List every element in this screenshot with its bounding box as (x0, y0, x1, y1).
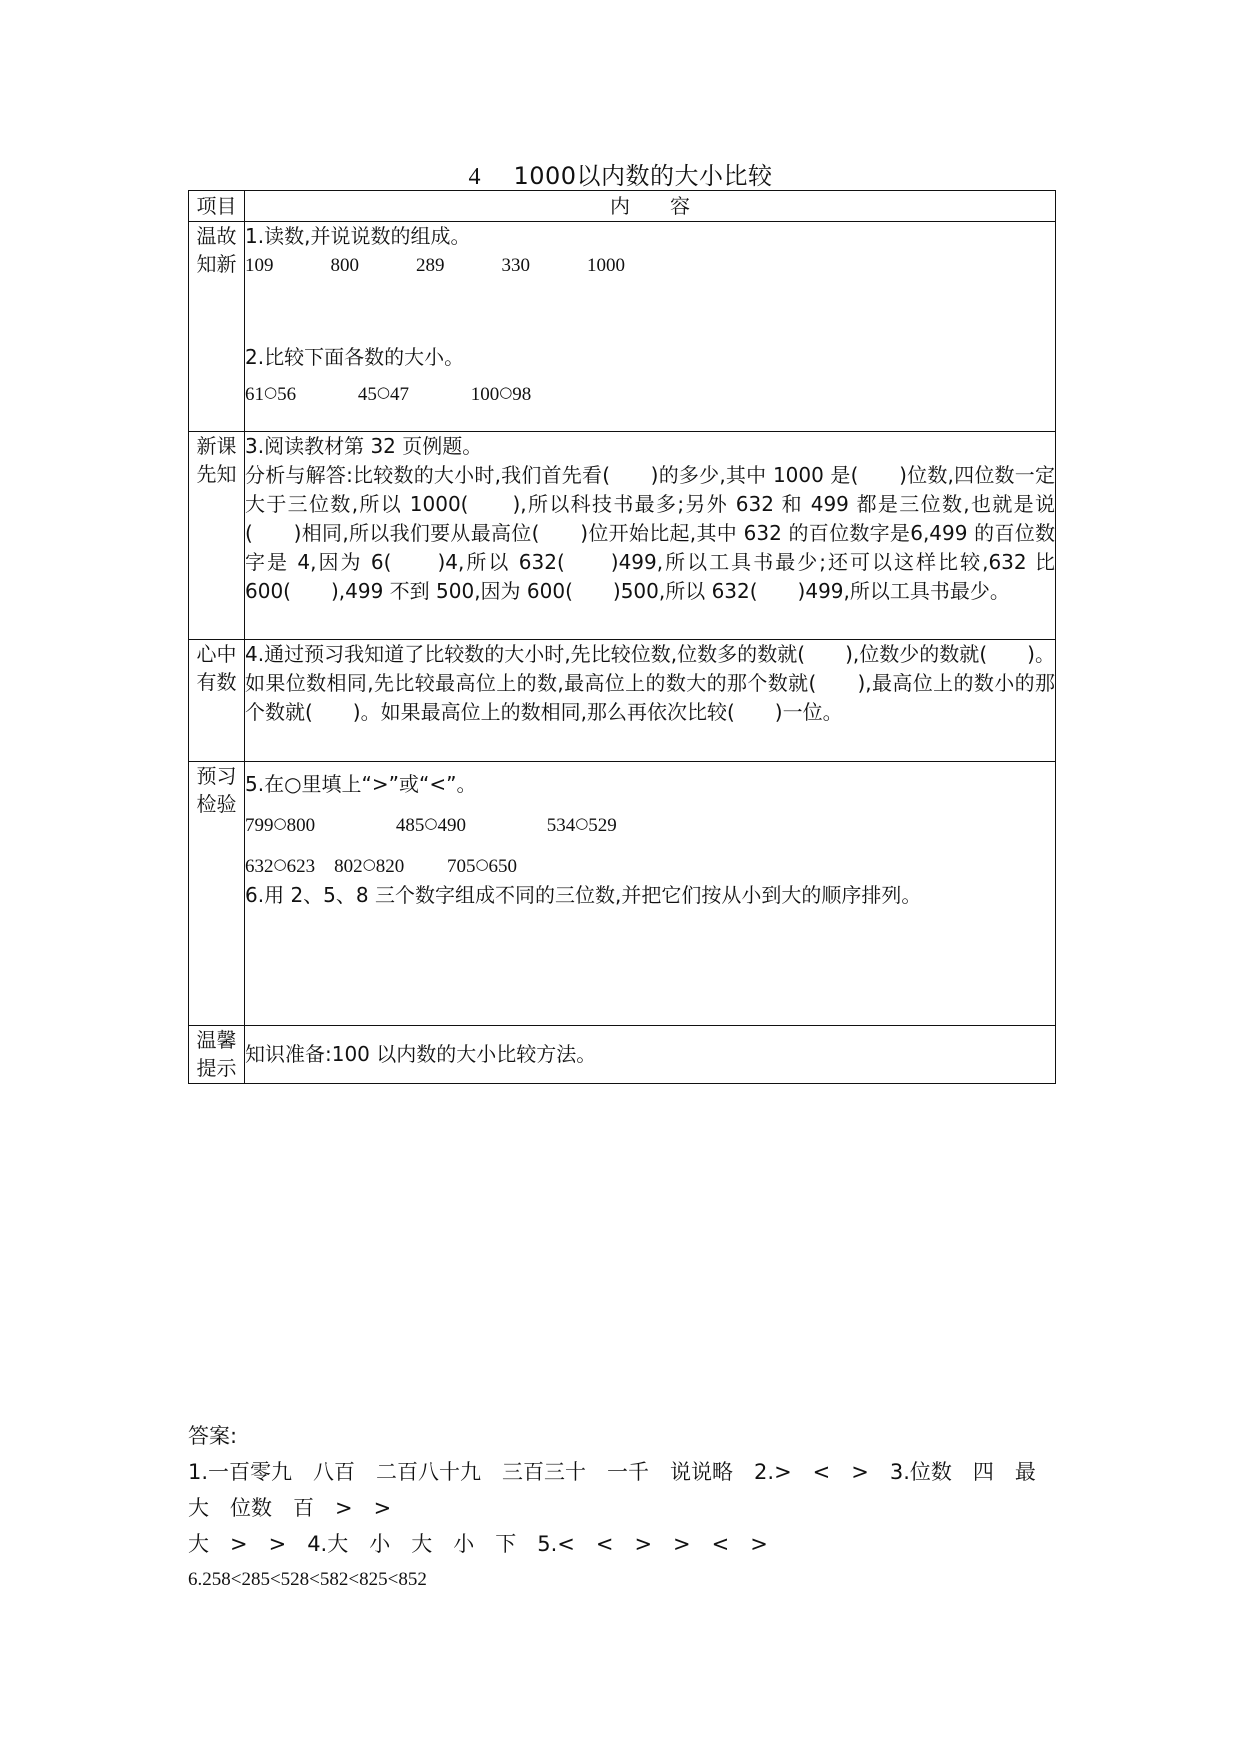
compare-list: 61○56 45○47 100○98 (245, 383, 532, 405)
circle-blank-icon: ○ (273, 855, 287, 873)
row-label-preview: 新课 先知 (189, 432, 245, 640)
title-text: 1000以内数的大小比较 (513, 162, 773, 190)
answers-line: 大 > > 4.大 小 大 小 下 5.< < > > < > (188, 1532, 768, 1556)
table-row (189, 222, 1056, 432)
circle-blank-icon: ○ (475, 855, 489, 873)
page-title (0, 156, 1241, 191)
circle-blank-icon: ○ (273, 814, 287, 832)
answers-line: 大 位数 百 > > (188, 1496, 392, 1520)
header-item: 项目 (189, 191, 245, 222)
row-label-tip: 温馨 提示 (189, 1026, 245, 1084)
row-content-summary (245, 640, 1056, 762)
answers-section (188, 1418, 1058, 1598)
title-number: 4 (468, 164, 481, 190)
question-2: 2.比较下面各数的大小。 (245, 345, 465, 369)
question-1: 1.读数,并说说数的组成。 (245, 224, 471, 248)
tip-text: 知识准备:100 以内数的大小比较方法。 (245, 1042, 597, 1066)
compare-list: 799○800 485○490 534○529 (245, 814, 617, 836)
row-content-tip (245, 1026, 1056, 1084)
table-row (189, 640, 1056, 762)
row-content-preview (245, 432, 1056, 640)
question-3: 3.阅读教材第 32 页例题。 (245, 434, 483, 458)
number-list: 109 800 289 330 1000 (245, 255, 625, 276)
circle-blank-icon: ○ (575, 814, 589, 832)
answers-line: 1.一百零九 八百 二百八十九 三百三十 一千 说说略 2.> < > 3.位数 四 最 (188, 1460, 1036, 1484)
row-label-review: 温故 知新 (189, 222, 245, 432)
circle-blank-icon: ○ (376, 383, 390, 401)
circle-blank-icon: ○ (362, 855, 376, 873)
circle-blank-icon: ○ (499, 383, 513, 401)
row-label-summary: 心中 有数 (189, 640, 245, 762)
question-5: 5.在○里填上“>”或“<”。 (245, 772, 477, 796)
row-content-check (245, 762, 1056, 1026)
analysis-text: 分析与解答:比较数的大小时,我们首先看( )的多少,其中 1000 是( )位数,四位数一定大于三位数,所以 1000( ),所以科技书最多;另外 632 和 499 都是三位数,也就是说( )相同,所以我们要从最高位( )位开始比起,其中 632 的百位数字是6,499 的百位数字是 4,因为 6( )4,所以 632( )499,所以工具书最少;还可以这样比较,632 比 600( ),499 不到 500,因为 600( )500,所以 632( )499,所以工具书最少。 (245, 463, 1055, 603)
circle-blank-icon: ○ (264, 383, 278, 401)
worksheet-table (188, 190, 1056, 1084)
table-row (189, 432, 1056, 640)
table-row (189, 1026, 1056, 1084)
question-4: 4.通过预习我知道了比较数的大小时,先比较位数,位数多的数就( ),位数少的数就( )。 如果位数相同,先比较最高位上的数,最高位上的数大的那个数就( ),最高位上的数小的那个数就( )。如果最高位上的数相同,那么再依次比较( )一位。 (245, 642, 1055, 724)
compare-list: 632○623 802○820 705○650 (245, 855, 518, 877)
circle-blank-icon: ○ (424, 814, 438, 832)
header-content: 内 容 (245, 191, 1056, 222)
row-content-review (245, 222, 1056, 432)
answers-heading: 答案: (188, 1424, 238, 1448)
table-header-row (189, 191, 1056, 222)
question-6: 6.用 2、5、8 三个数字组成不同的三位数,并把它们按从小到大的顺序排列。 (245, 883, 922, 907)
table-row (189, 762, 1056, 1026)
answers-line: 6.258<285<528<582<825<852 (188, 1569, 427, 1590)
row-label-check: 预习 检验 (189, 762, 245, 1026)
